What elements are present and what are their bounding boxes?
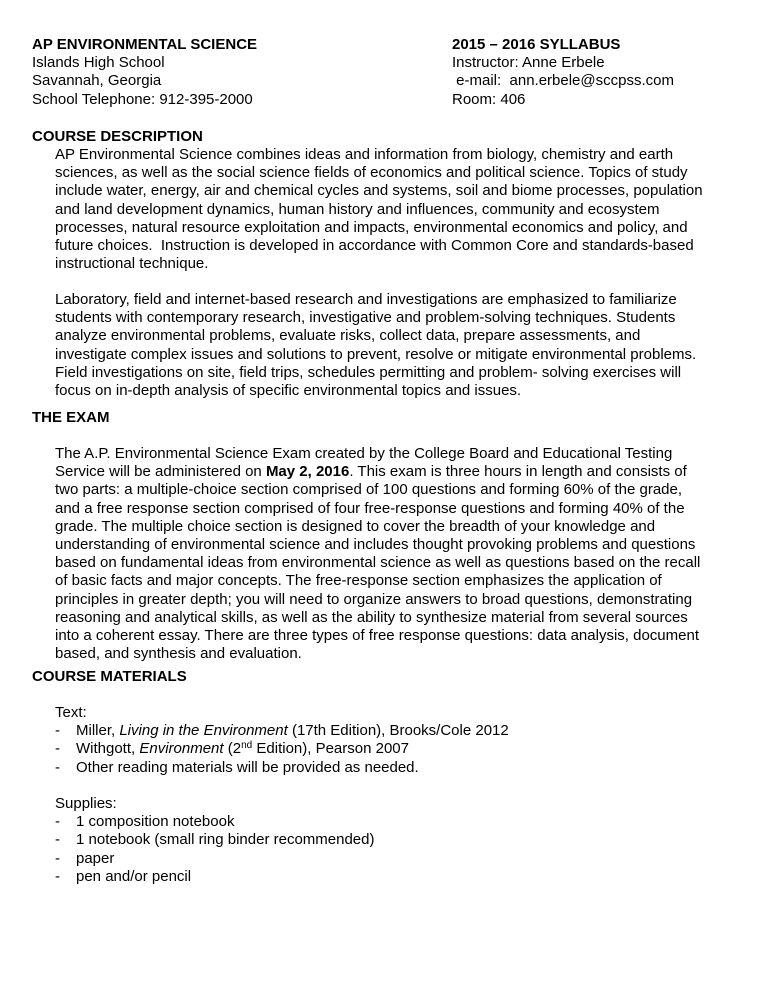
dash-bullet: - bbox=[55, 740, 60, 758]
paragraph-line: instructional technique. bbox=[55, 255, 209, 273]
paragraph-line: based on fundamental ideas from environmental science as well as questions based on the recall bbox=[55, 554, 701, 572]
paragraph-line: AP Environmental Science combines ideas and information from biology, chemistry and earth bbox=[55, 146, 674, 163]
paragraph-line: understanding of environmental science and includes thought provoking problems and questions bbox=[55, 536, 696, 554]
paragraph-line: and a free response section comprised of four free-response questions and forming 40% of the bbox=[55, 499, 685, 517]
list-item bbox=[55, 740, 745, 758]
supply-item: pen and/or pencil bbox=[76, 867, 192, 885]
course-description-paragraph-2 bbox=[55, 291, 745, 400]
paragraph-line: reasoning and analytical skills, as well as the ability to synthesize material from several sources bbox=[55, 608, 688, 626]
supplies-list-block bbox=[55, 795, 745, 886]
room-number: Room: 406 bbox=[452, 90, 526, 108]
paragraph-line: sciences, as well as the social science fields of economics and political science. Topics of study bbox=[55, 164, 688, 182]
paragraph-line: into a coherent essay. There are three types of free response questions: data analysis, document bbox=[55, 627, 699, 645]
exam-date: May 2, 2016 bbox=[265, 463, 350, 481]
paragraph-line: and land development dynamics, human history and influences, community and ecosystem bbox=[55, 200, 660, 218]
paragraph-line: grade. The multiple choice section is designed to cover the breadth of your knowledge and bbox=[55, 517, 656, 535]
course-description-heading: COURSE DESCRIPTION bbox=[32, 128, 203, 145]
exam-heading: THE EXAM bbox=[32, 409, 110, 426]
school-name: Islands High School bbox=[32, 54, 165, 72]
supplies-list bbox=[55, 813, 745, 886]
book-details: (17th Edition), Brooks/Cole 2012 bbox=[287, 722, 509, 740]
list-item bbox=[55, 850, 745, 868]
course-title: AP ENVIRONMENTAL SCIENCE bbox=[32, 36, 258, 53]
school-city: Savannah, Georgia bbox=[32, 72, 162, 90]
list-item bbox=[55, 813, 745, 831]
paragraph-line: of basic facts and major concepts. The free-response section emphasizes the application of bbox=[55, 572, 662, 590]
list-item bbox=[55, 759, 745, 777]
dash-bullet: - bbox=[55, 813, 60, 831]
book-title: Environment bbox=[139, 740, 224, 758]
paragraph-line: future choices. Instruction is developed in accordance with Common Core and standards-based bbox=[55, 237, 694, 255]
paragraph-line: students with contemporary research, investigative and problem-solving techniques. Students bbox=[55, 309, 676, 327]
book-details: Edition), Pearson 2007 bbox=[252, 740, 409, 758]
paragraph-line: processes, natural resource exploitation and impacts, environmental economics and policy, and bbox=[55, 218, 688, 236]
paragraph-line: two parts: a multiple-choice section comprised of 100 questions and forming 60% of the grade, bbox=[55, 481, 683, 499]
text-label: Text: bbox=[55, 704, 87, 721]
book-author: Withgott, bbox=[76, 740, 140, 758]
other-materials-note: Other reading materials will be provided as needed. bbox=[76, 758, 419, 776]
paragraph-line bbox=[55, 463, 745, 481]
dash-bullet: - bbox=[55, 831, 60, 849]
paragraph-line: investigate complex issues and solutions to prevent, resolve or mitigate environmental problems. bbox=[55, 345, 697, 363]
paragraph-line: analyze environmental problems, evaluate risks, collect data, prepare assessments, and bbox=[55, 327, 641, 345]
dash-bullet: - bbox=[55, 758, 60, 776]
dash-bullet: - bbox=[55, 867, 60, 885]
book-edition-prefix: (2 bbox=[223, 740, 242, 758]
list-item bbox=[55, 868, 745, 886]
paragraph-line: include water, energy, air and chemical cycles and systems, soil and biome processes, population bbox=[55, 182, 703, 200]
supply-item: 1 composition notebook bbox=[76, 813, 235, 831]
book-edition-superscript: nd bbox=[241, 740, 253, 752]
list-item bbox=[55, 722, 745, 740]
syllabus-title: 2015 – 2016 SYLLABUS bbox=[452, 36, 621, 53]
paragraph-line: The A.P. Environmental Science Exam created by the College Board and Educational Testing bbox=[55, 445, 673, 462]
exam-date-prefix: Service will be administered on bbox=[55, 463, 266, 481]
header-left-block bbox=[32, 36, 412, 109]
book-title: Living in the Environment bbox=[119, 722, 288, 740]
text-list bbox=[55, 722, 745, 777]
paragraph-line: focus on in-depth analysis of specific environmental topics and issues. bbox=[55, 382, 522, 400]
paragraph-line: Laboratory, field and internet-based research and investigations are emphasized to familiarize bbox=[55, 291, 677, 308]
supply-item: paper bbox=[76, 849, 115, 867]
supply-item: 1 notebook (small ring binder recommended) bbox=[76, 831, 375, 849]
dash-bullet: - bbox=[55, 849, 60, 867]
course-materials-heading: COURSE MATERIALS bbox=[32, 668, 187, 685]
exam-date-suffix: . This exam is three hours in length and consists of bbox=[349, 463, 687, 481]
header-right-block bbox=[452, 36, 752, 109]
course-description-paragraph-1 bbox=[55, 146, 745, 273]
instructor-email: e-mail: ann.erbele@sccpss.com bbox=[452, 72, 674, 90]
paragraph-line: based, and synthesis and evaluation. bbox=[55, 645, 302, 663]
instructor-name: Instructor: Anne Erbele bbox=[452, 54, 605, 72]
school-telephone: School Telephone: 912-395-2000 bbox=[32, 90, 253, 108]
list-item bbox=[55, 831, 745, 849]
paragraph-line: principles in greater depth; you will need to organize answers to broad questions, demonstrating bbox=[55, 590, 693, 608]
dash-bullet: - bbox=[55, 722, 60, 740]
text-list-block bbox=[55, 704, 745, 777]
exam-paragraph bbox=[55, 445, 745, 663]
supplies-label: Supplies: bbox=[55, 795, 117, 812]
paragraph-line: Field investigations on site, field trips, schedules permitting and problem- solving exercises will bbox=[55, 363, 682, 381]
book-author: Miller, bbox=[76, 722, 120, 740]
